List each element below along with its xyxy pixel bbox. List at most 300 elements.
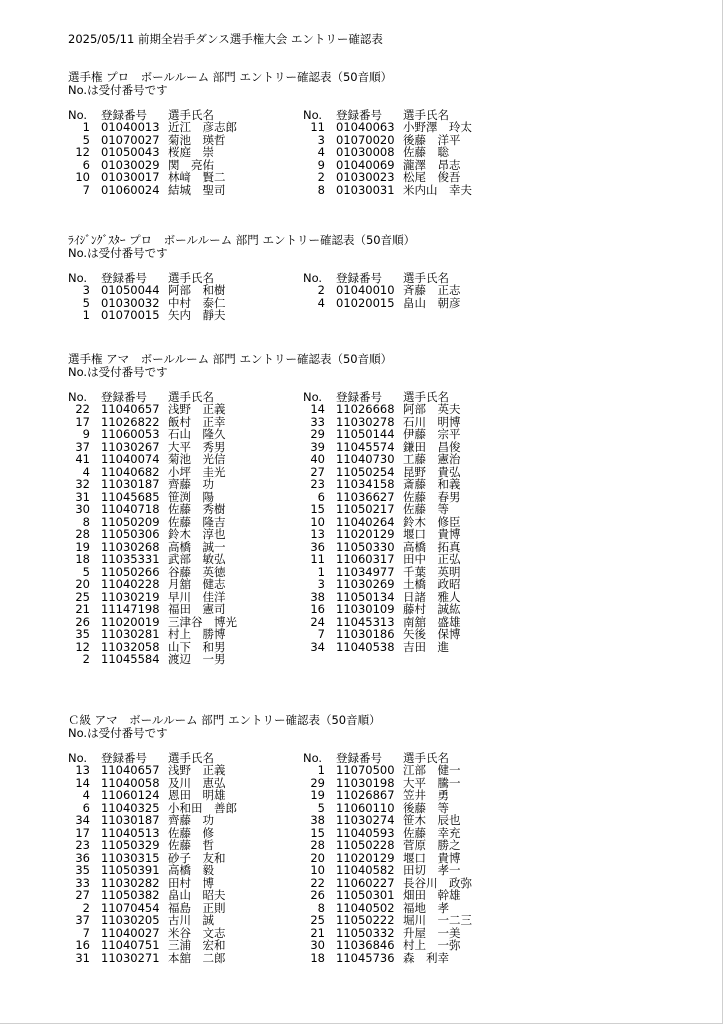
entry-number: 7	[82, 925, 90, 940]
entry-number: 18	[75, 552, 90, 566]
athlete-name: 三浦 宏和	[168, 938, 226, 952]
header-no: No.	[303, 750, 323, 765]
athlete-name: 堰口 貴博	[403, 527, 461, 541]
registration-number: 11040682	[101, 464, 160, 479]
registration-number: 11040718	[101, 502, 160, 516]
registration-number: 11040074	[101, 452, 160, 466]
athlete-name: 笹木 辰也	[403, 813, 461, 827]
entry-number: 26	[75, 614, 90, 629]
athlete-name: 近江 彦志郎	[168, 120, 237, 134]
athlete-name: 高橋 毅	[168, 863, 214, 877]
registration-number: 11045736	[336, 950, 395, 965]
entry-number: 20	[75, 577, 90, 591]
registration-number: 11030186	[336, 627, 395, 641]
entry-number: 35	[75, 627, 90, 641]
athlete-name: 山下 和男	[168, 639, 226, 654]
entry-number: 38	[310, 589, 325, 604]
registration-number: 11045685	[101, 489, 160, 504]
athlete-name: 伊藤 宗平	[403, 427, 461, 441]
registration-number: 11040593	[336, 825, 395, 840]
entry-number: 23	[75, 838, 90, 852]
entry-number: 4	[82, 788, 90, 802]
entry-number: 2	[82, 652, 90, 666]
entry-number: 26	[310, 888, 325, 902]
athlete-name: 福田 憲司	[168, 602, 226, 616]
entry-number: 24	[310, 614, 325, 629]
registration-number: 11050391	[101, 863, 160, 877]
entry-number: 7	[317, 627, 325, 641]
entry-number: 15	[310, 502, 325, 516]
athlete-name: 林﨑 賢二	[168, 170, 226, 184]
header-registration-number: 登録番号	[336, 270, 382, 285]
header-no: No.	[303, 389, 323, 404]
header-athlete-name: 選手氏名	[168, 270, 214, 285]
registration-number: 11070500	[336, 763, 395, 777]
header-registration-number: 登録番号	[336, 750, 382, 765]
athlete-name: 古川 誠	[168, 913, 214, 927]
entry-number: 34	[75, 813, 90, 827]
entry-number: 31	[75, 489, 90, 504]
entry-number: 37	[75, 439, 90, 454]
header-athlete-name: 選手氏名	[168, 389, 214, 404]
registration-number: 01030008	[336, 145, 395, 159]
entry-number: 10	[310, 514, 325, 529]
registration-number: 11050329	[101, 838, 160, 852]
entry-number: 4	[317, 145, 325, 159]
entry-number: 18	[310, 950, 325, 965]
entry-number: 28	[310, 838, 325, 852]
registration-number: 01040069	[336, 157, 395, 172]
entry-number: 20	[310, 850, 325, 865]
entry-number: 34	[310, 639, 325, 654]
entry-number: 3	[317, 577, 325, 591]
header-no: No.	[68, 389, 88, 404]
athlete-name: 菊池 光信	[168, 452, 226, 466]
entry-number: 41	[75, 452, 90, 466]
athlete-name: 斉藤 正志	[403, 283, 461, 297]
athlete-name: 武部 敏弘	[168, 552, 226, 566]
entry-number: 16	[75, 938, 90, 952]
athlete-name: 桜庭 崇	[168, 145, 214, 159]
registration-number: 01040010	[336, 283, 395, 297]
athlete-name: 佐藤 聡	[403, 145, 449, 159]
section-title: Ｃ級 アマ ボールルーム 部門 エントリー確認表（50音順）	[68, 713, 381, 727]
registration-number: 11050266	[101, 564, 160, 579]
header-athlete-name: 選手氏名	[403, 389, 449, 404]
registration-number: 11030274	[336, 813, 395, 827]
registration-number: 11030109	[336, 602, 395, 616]
section-title: ﾗｲｼﾞﾝｸﾞｽﾀｰ プロ ボールルーム 部門 エントリー確認表（50音順）	[68, 233, 416, 247]
registration-number: 01070020	[336, 132, 395, 147]
registration-number: 11030282	[101, 875, 160, 890]
registration-number: 01030017	[101, 170, 160, 184]
registration-number: 11036846	[336, 938, 395, 952]
entry-number: 36	[75, 850, 90, 865]
entry-number: 30	[310, 938, 325, 952]
registration-number: 11050217	[336, 502, 395, 516]
athlete-name: 小野澤 玲太	[403, 120, 472, 134]
athlete-name: 村上 一弥	[403, 938, 461, 952]
registration-number: 01030023	[336, 170, 395, 184]
registration-number: 11050228	[336, 838, 395, 852]
athlete-name: 笹渕 陽	[168, 489, 214, 504]
athlete-name: 大平 秀男	[168, 439, 226, 454]
athlete-name: 砂子 友和	[168, 850, 226, 865]
athlete-name: 田中 正弘	[403, 552, 461, 566]
registration-number: 11045584	[101, 652, 160, 666]
entry-number: 19	[310, 788, 325, 802]
athlete-name: 後藤 洋平	[403, 132, 461, 147]
header-registration-number: 登録番号	[101, 107, 147, 122]
entry-number: 12	[75, 145, 90, 159]
entry-number: 22	[75, 402, 90, 416]
athlete-name: 升屋 一美	[403, 925, 461, 940]
athlete-name: 菊池 瑛哲	[168, 132, 226, 147]
registration-number: 11020129	[336, 527, 395, 541]
registration-number: 11040228	[101, 577, 160, 591]
header-registration-number: 登録番号	[101, 270, 147, 285]
entry-number: 3	[317, 132, 325, 147]
registration-number: 11034977	[336, 564, 395, 579]
registration-number: 11050332	[336, 925, 395, 940]
entry-number: 37	[75, 913, 90, 927]
header-no: No.	[68, 750, 88, 765]
entry-number: 10	[75, 170, 90, 184]
registration-number: 11040657	[101, 402, 160, 416]
athlete-name: 菅原 勝之	[403, 838, 461, 852]
registration-number: 11030278	[336, 414, 395, 429]
athlete-name: 後藤 等	[403, 800, 449, 815]
athlete-name: 鎌田 昌俊	[403, 439, 461, 454]
header-athlete-name: 選手氏名	[403, 107, 449, 122]
entry-number: 21	[75, 602, 90, 616]
athlete-name: 米谷 文志	[168, 925, 226, 940]
entry-number: 1	[317, 564, 325, 579]
entry-number: 8	[317, 900, 325, 915]
athlete-name: 浅野 正義	[168, 763, 226, 777]
registration-number: 11040027	[101, 925, 160, 940]
registration-number: 11034158	[336, 477, 395, 491]
athlete-name: 浅野 正義	[168, 402, 226, 416]
athlete-name: 飯村 正幸	[168, 414, 226, 429]
entry-number: 5	[82, 295, 90, 310]
registration-number: 11032058	[101, 639, 160, 654]
entry-number: 14	[75, 775, 90, 790]
registration-number: 11045574	[336, 439, 395, 454]
registration-number: 11060124	[101, 788, 160, 802]
athlete-name: 齊藤 功	[168, 813, 214, 827]
athlete-name: 米内山 幸夫	[403, 182, 472, 197]
entry-number: 16	[310, 602, 325, 616]
athlete-name: 佐藤 春男	[403, 489, 461, 504]
athlete-name: 矢後 保博	[403, 627, 461, 641]
entry-number: 8	[317, 182, 325, 197]
registration-number: 01070015	[101, 308, 160, 322]
athlete-name: 千葉 英明	[403, 564, 461, 579]
athlete-name: 福島 正則	[168, 900, 226, 915]
entry-number: 12	[75, 639, 90, 654]
entry-number: 29	[310, 427, 325, 441]
athlete-name: 畠山 朝彦	[403, 295, 461, 310]
athlete-name: 福地 孝	[403, 900, 449, 915]
registration-number: 11020129	[336, 850, 395, 865]
registration-number: 11060110	[336, 800, 395, 815]
registration-number: 11147198	[101, 602, 160, 616]
registration-number: 11050330	[336, 539, 395, 554]
registration-number: 11040730	[336, 452, 395, 466]
athlete-name: 恩田 明雄	[168, 788, 226, 802]
athlete-name: 鈴木 淳也	[168, 527, 226, 541]
entry-number: 11	[310, 120, 325, 134]
entry-number: 13	[310, 527, 325, 541]
entry-number: 6	[82, 157, 90, 172]
registration-number: 11030198	[336, 775, 395, 790]
entry-number: 21	[310, 925, 325, 940]
section-title: 選手権 プロ ボールルーム 部門 エントリー確認表（50音順）	[68, 70, 393, 84]
athlete-name: 吉田 進	[403, 639, 449, 654]
registration-number: 11026668	[336, 402, 395, 416]
section-rising-star-pro	[68, 233, 708, 322]
section-note: No.は受付番号です	[68, 725, 168, 740]
entry-number: 19	[75, 539, 90, 554]
entry-number: 33	[310, 414, 325, 429]
athlete-name: 石山 隆久	[168, 427, 226, 441]
entry-number: 6	[82, 800, 90, 815]
registration-number: 01030032	[101, 295, 160, 310]
athlete-name: 佐藤 幸充	[403, 825, 461, 840]
header-no: No.	[303, 107, 323, 122]
athlete-name: 畑田 幹雄	[403, 888, 461, 902]
athlete-name: 齊藤 功	[168, 477, 214, 491]
entry-number: 27	[75, 888, 90, 902]
header-registration-number: 登録番号	[101, 750, 147, 765]
registration-number: 11020019	[101, 614, 160, 629]
athlete-name: 田切 孝一	[403, 863, 461, 877]
header-registration-number: 登録番号	[336, 389, 382, 404]
entry-number: 25	[310, 913, 325, 927]
registration-number: 11045313	[336, 614, 395, 629]
entry-number: 33	[75, 875, 90, 890]
registration-number: 01050044	[101, 283, 160, 297]
section-amateur-championship	[68, 352, 708, 666]
athlete-name: 大平 騰一	[403, 775, 461, 790]
entry-number: 17	[75, 825, 90, 840]
registration-number: 11036627	[336, 489, 395, 504]
header-no: No.	[68, 270, 88, 285]
registration-number: 11030269	[336, 577, 395, 591]
registration-number: 11040538	[336, 639, 395, 654]
entry-number: 1	[82, 308, 90, 322]
registration-number: 11040582	[336, 863, 395, 877]
entry-number: 9	[317, 157, 325, 172]
entry-number: 23	[310, 477, 325, 491]
athlete-name: 渡辺 一男	[168, 652, 226, 666]
entry-number: 14	[310, 402, 325, 416]
athlete-name: 結城 聖司	[168, 182, 226, 197]
athlete-name: 本舘 二郎	[168, 950, 226, 965]
athlete-name: 田村 博	[168, 875, 214, 890]
entry-number: 6	[317, 489, 325, 504]
athlete-name: 高橋 拓真	[403, 539, 461, 554]
registration-number: 11030187	[101, 477, 160, 491]
registration-number: 01020015	[336, 295, 395, 310]
registration-number: 11050382	[101, 888, 160, 902]
entry-number: 15	[310, 825, 325, 840]
entry-number: 38	[310, 813, 325, 827]
registration-number: 11050144	[336, 427, 395, 441]
entry-number: 9	[82, 427, 90, 441]
entry-number: 32	[75, 477, 90, 491]
athlete-name: 中村 泰仁	[168, 295, 226, 310]
entry-number: 1	[317, 763, 325, 777]
athlete-name: 小坪 圭光	[168, 464, 226, 479]
athlete-name: 工藤 憲治	[403, 452, 461, 466]
athlete-name: 佐藤 哲	[168, 838, 214, 852]
header-athlete-name: 選手氏名	[168, 750, 214, 765]
header-athlete-name: 選手氏名	[168, 107, 214, 122]
registration-number: 11040657	[101, 763, 160, 777]
athlete-name: 長谷川 政弥	[403, 875, 472, 890]
registration-number: 11050306	[101, 527, 160, 541]
athlete-name: 笠井 勇	[403, 788, 449, 802]
entry-number: 31	[75, 950, 90, 965]
athlete-name: 森 利幸	[403, 950, 449, 965]
registration-number: 11060227	[336, 875, 395, 890]
registration-number: 11040502	[336, 900, 395, 915]
registration-number: 11040751	[101, 938, 160, 952]
registration-number: 11035331	[101, 552, 160, 566]
entry-number: 22	[310, 875, 325, 890]
athlete-name: 早川 佳洋	[168, 589, 226, 604]
athlete-name: 昆野 貴弘	[403, 464, 461, 479]
entry-number: 11	[310, 552, 325, 566]
registration-number: 11030268	[101, 539, 160, 554]
entry-number: 10	[310, 863, 325, 877]
registration-number: 11040264	[336, 514, 395, 529]
entry-number: 40	[310, 452, 325, 466]
entry-number: 27	[310, 464, 325, 479]
athlete-name: 高橋 誠一	[168, 539, 226, 554]
entry-number: 36	[310, 539, 325, 554]
athlete-name: 堰口 貴博	[403, 850, 461, 865]
entry-number: 35	[75, 863, 90, 877]
athlete-name: 松尾 俊吾	[403, 170, 461, 184]
registration-number: 01060024	[101, 182, 160, 197]
registration-number: 11030281	[101, 627, 160, 641]
entry-number: 5	[82, 564, 90, 579]
athlete-name: 阿部 英夫	[403, 402, 461, 416]
registration-number: 11050134	[336, 589, 395, 604]
entry-number: 29	[310, 775, 325, 790]
registration-number: 01070027	[101, 132, 160, 147]
athlete-name: 月舘 健志	[168, 577, 226, 591]
registration-number: 11050222	[336, 913, 395, 927]
registration-number: 01040013	[101, 120, 160, 134]
registration-number: 01030029	[101, 157, 160, 172]
entry-number: 5	[317, 800, 325, 815]
registration-number: 11026822	[101, 414, 160, 429]
entry-number: 4	[317, 295, 325, 310]
athlete-name: 南舘 盛雄	[403, 614, 461, 629]
header-registration-number: 登録番号	[336, 107, 382, 122]
registration-number: 11040325	[101, 800, 160, 815]
registration-number: 01040063	[336, 120, 395, 134]
entry-number: 17	[75, 414, 90, 429]
entry-number: 2	[317, 283, 325, 297]
entry-number: 8	[82, 514, 90, 529]
entry-number: 1	[82, 120, 90, 134]
entry-number: 2	[317, 170, 325, 184]
athlete-name: 村上 勝博	[168, 627, 226, 641]
athlete-name: 江部 健一	[403, 763, 461, 777]
registration-number: 11026867	[336, 788, 395, 802]
entry-number: 2	[82, 900, 90, 915]
registration-number: 11050209	[101, 514, 160, 529]
header-no: No.	[303, 270, 323, 285]
entry-number: 28	[75, 527, 90, 541]
entry-number: 30	[75, 502, 90, 516]
header-athlete-name: 選手氏名	[403, 750, 449, 765]
header-athlete-name: 選手氏名	[403, 270, 449, 285]
registration-number: 01050043	[101, 145, 160, 159]
athlete-name: 日諸 雅人	[403, 589, 461, 604]
registration-number: 11030271	[101, 950, 160, 965]
section-note: No.は受付番号です	[68, 82, 168, 97]
section-note: No.は受付番号です	[68, 364, 168, 379]
registration-number: 11030187	[101, 813, 160, 827]
athlete-name: 小和田 善郎	[168, 800, 237, 815]
registration-number: 11040513	[101, 825, 160, 840]
athlete-name: 矢内 靜夫	[168, 308, 226, 322]
athlete-name: 阿部 和樹	[168, 283, 226, 297]
athlete-name: 土橋 政昭	[403, 577, 461, 591]
section-c-class-amateur	[68, 713, 708, 965]
athlete-name: 斎藤 和義	[403, 477, 461, 491]
athlete-name: 瀧澤 昂志	[403, 157, 461, 172]
entry-number: 7	[82, 182, 90, 197]
entry-number: 3	[82, 283, 90, 297]
registration-number: 11030315	[101, 850, 160, 865]
header-registration-number: 登録番号	[101, 389, 147, 404]
registration-number: 11030219	[101, 589, 160, 604]
entry-number: 13	[75, 763, 90, 777]
entry-number: 4	[82, 464, 90, 479]
document-title: 2025/05/11 前期全岩手ダンス選手権大会 エントリー確認表	[68, 32, 383, 46]
registration-number: 11060317	[336, 552, 395, 566]
athlete-name: 堀川 一二三	[403, 913, 472, 927]
registration-number: 01030031	[336, 182, 395, 197]
athlete-name: 三津谷 博光	[168, 614, 237, 629]
registration-number: 11050254	[336, 464, 395, 479]
entry-number: 5	[82, 132, 90, 147]
athlete-name: 佐藤 等	[403, 502, 449, 516]
section-pro-championship	[68, 70, 708, 197]
section-title: 選手権 アマ ボールルーム 部門 エントリー確認表（50音順）	[68, 352, 393, 366]
section-note: No.は受付番号です	[68, 245, 168, 260]
athlete-name: 畠山 昭夫	[168, 888, 226, 902]
registration-number: 11050301	[336, 888, 395, 902]
registration-number: 11060053	[101, 427, 160, 441]
athlete-name: 佐藤 秀樹	[168, 502, 226, 516]
athlete-name: 谷藤 英徳	[168, 564, 226, 579]
athlete-name: 石川 明博	[403, 414, 461, 429]
athlete-name: 藤村 誠紘	[403, 602, 461, 616]
registration-number: 11040058	[101, 775, 160, 790]
header-no: No.	[68, 107, 88, 122]
entry-number: 39	[310, 439, 325, 454]
registration-number: 11030267	[101, 439, 160, 454]
athlete-name: 関 亮佑	[168, 157, 214, 172]
